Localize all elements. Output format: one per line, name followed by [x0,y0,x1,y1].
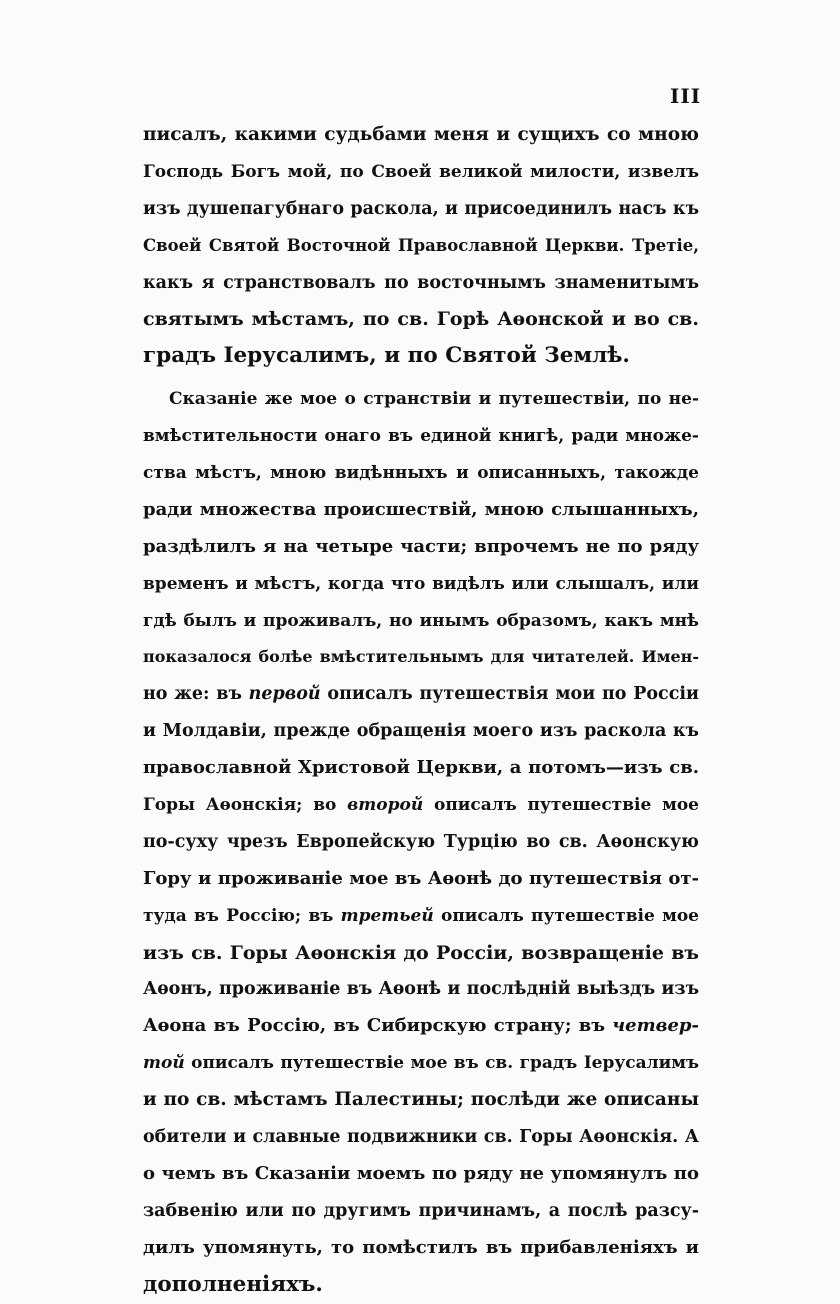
text-line: показалося болѣе вмѣстительнымъ для читателей. Имен- [143,647,699,667]
text-line: Горы Аѳонскія; во второй описалъ путешествіе мое [143,795,699,816]
text-line: православной Христовой Церкви, а потомъ—изъ св. [143,757,699,779]
paragraph-continuation [143,117,699,375]
text-line: гдѣ былъ и проживалъ, но инымъ образомъ, какъ мнѣ [143,610,699,631]
text-line: ства мѣстъ, мною видѣнныхъ и описанныхъ, такожде [143,463,699,484]
text-line: дополненіяхъ. [143,1271,323,1297]
text-line: градъ Іерусалимъ, и по Святой Землѣ. [143,343,630,369]
text-line: изъ душепагубнаго раскола, и присоединилъ насъ къ [143,198,699,219]
text-line: временъ и мѣстъ, когда что видѣлъ или слышалъ, или [143,573,699,594]
text-line: вмѣстительности онаго въ единой книгѣ, ради множе- [143,426,699,447]
text-line: святымъ мѣстамъ, по св. Горѣ Аѳонской и во св. [143,308,699,331]
text-line: забвенію или по другимъ причинамъ, а послѣ разсу- [143,1200,699,1221]
text-line: и по св. мѣстамъ Палестины; послѣди же описаны [143,1089,699,1111]
text-line: Сказаніе же мое о странствіи и путешествіи, по не- [169,389,699,410]
text-line: о чемъ въ Сказаніи моемъ по ряду не упомянулъ по [143,1162,699,1184]
text-line: ради множества происшествій, мною слышанныхъ, [143,498,699,520]
text-line: по-суху чрезъ Европейскую Турцію во св. Аѳонскую [143,831,699,852]
text-body [143,117,699,1304]
text-line: Гору и проживаніе мое въ Аѳонѣ до путешествія от- [143,867,699,889]
text-line: раздѣлилъ я на четыре части; впрочемъ не по ряду [143,535,699,557]
text-line: и Молдавіи, прежде обращенія моего изъ раскола къ [143,721,699,742]
text-line: Аѳонъ, проживаніе въ Аѳонѣ и послѣдній выѣздъ изъ [143,979,699,1000]
text-line: дилъ упомянуть, то помѣстилъ въ прибавленіяхъ и [143,1236,699,1258]
text-line: обители и славные подвижники св. Горы Аѳонскія. А [143,1127,699,1148]
text-line: туда въ Россію; въ третьей описалъ путешествіе мое [143,905,699,926]
text-line: но же: въ первой описалъ путешествія мои по Россіи [143,684,699,705]
text-line: той описалъ путешествіе мое въ св. градъ Іерусалимъ [143,1053,699,1074]
text-line: Аѳона въ Россію, въ Сибирскую страну; въ четвер- [143,1015,699,1037]
text-line: какъ я странствовалъ по восточнымъ знаменитымъ [143,272,699,293]
paragraph-skazanie [143,381,699,1303]
text-line: писалъ, какими судьбами меня и сущихъ со мною [143,124,699,145]
text-line: Господь Богъ мой, по Своей великой милости, извелъ [143,161,699,182]
text-line: Своей Святой Восточной Православной Церкви. Третіе, [143,235,699,255]
page-number: III [670,84,702,108]
text-line: изъ св. Горы Аѳонскія до Россіи, возвращеніе въ [143,941,699,964]
